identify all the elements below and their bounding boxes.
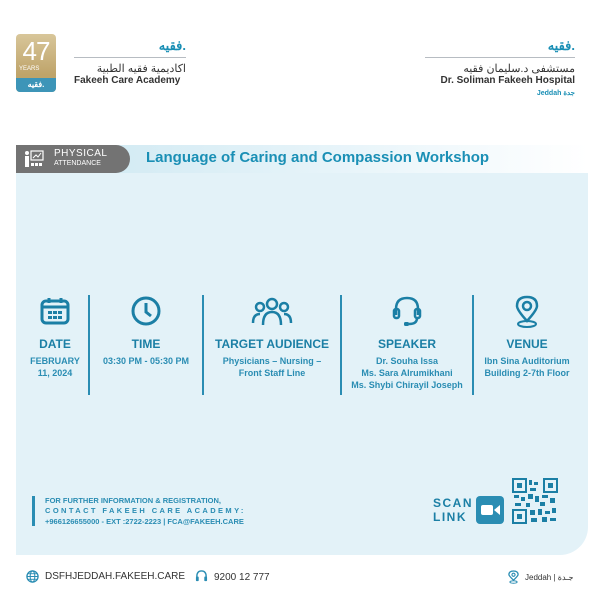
audience-line2: Front Staff Line	[238, 368, 306, 378]
footer-website[interactable]	[26, 570, 185, 583]
speaker-1: Dr. Souha Issa	[375, 356, 439, 366]
academy-brand: فقيه.	[158, 38, 186, 53]
location-pin-icon	[508, 570, 519, 584]
scan-link-label	[433, 496, 473, 524]
badge-years: YEARS	[19, 66, 40, 72]
time-value: 03:30 PM - 05:30 PM	[102, 356, 190, 366]
hospital-name-ar: مستشفى د.سليمان فقيه	[463, 63, 575, 75]
phone-text[interactable]: 9200 12 777	[214, 571, 270, 583]
workshop-title: Language of Caring and Compassion Workshop	[146, 149, 490, 166]
headset-icon	[391, 295, 423, 329]
globe-icon	[26, 570, 39, 583]
headset-icon	[195, 570, 208, 584]
event-details	[22, 295, 582, 395]
divider	[425, 57, 575, 58]
audience-label: TARGET AUDIENCE	[215, 337, 329, 351]
badge-number: 47	[22, 36, 50, 66]
hospital-logo	[425, 38, 575, 97]
detail-speaker	[340, 295, 472, 395]
time-label: TIME	[131, 337, 161, 351]
video-camera-icon	[476, 496, 504, 524]
date-line1: FEBRUARY	[30, 356, 80, 366]
venue-line2: Building 2-7th Floor	[484, 368, 570, 378]
speaker-2: Ms. Sara Alrumikhani	[361, 368, 453, 378]
calendar-icon	[39, 295, 71, 327]
audience-line1: Physicians – Nursing –	[222, 356, 322, 366]
hospital-name-en: Dr. Soliman Fakeeh Hospital	[440, 75, 575, 86]
footer-city	[508, 570, 573, 584]
location-pin-icon	[513, 295, 541, 329]
presentation-icon	[24, 150, 44, 168]
scan-line1: SCAN	[433, 496, 474, 510]
hospital-city: Jeddah جدة	[536, 90, 575, 97]
venue-line1: Ibn Sina Auditorium	[484, 356, 570, 366]
contact-line1: FOR FURTHER INFORMATION & REGISTRATION,	[45, 496, 221, 505]
academy-logo	[74, 38, 186, 86]
city-text: Jeddah | جـدة	[525, 572, 574, 582]
detail-audience	[202, 295, 340, 395]
physical-attendance-badge	[16, 145, 130, 173]
contact-info	[32, 496, 246, 526]
detail-date	[22, 295, 88, 395]
detail-time	[88, 295, 202, 395]
clock-icon	[130, 295, 162, 327]
footer-phone[interactable]	[195, 570, 270, 584]
scan-line2: LINK	[433, 510, 467, 524]
header	[0, 0, 600, 120]
academy-name-ar: اكاديمية فقيه الطبية	[96, 63, 186, 75]
academy-name-en: Fakeeh Care Academy	[74, 75, 181, 86]
attendance-line2: ATTENDANCE	[54, 160, 101, 167]
speaker-label: SPEAKER	[377, 337, 436, 351]
date-label: DATE	[39, 337, 71, 351]
footer	[0, 566, 600, 588]
contact-line2: CONTACT FAKEEH CARE ACADEMY:	[45, 506, 246, 515]
detail-venue	[472, 295, 580, 395]
badge-brand: فقيه.	[16, 78, 56, 92]
date-line2: 11, 2024	[37, 368, 73, 378]
website-text[interactable]: DSFHJEDDAH.FAKEEH.CARE	[45, 571, 186, 582]
qr-code[interactable]	[512, 478, 558, 524]
anniversary-badge	[16, 34, 56, 92]
contact-line3[interactable]: +966126655000 - EXT :2722-2223 | FCA@FAKEEH.CARE	[45, 517, 244, 526]
people-icon	[250, 295, 294, 327]
attendance-line1: PHYSICAL	[54, 148, 108, 159]
hospital-brand: فقيه.	[547, 38, 575, 53]
venue-label: VENUE	[506, 337, 548, 351]
divider	[74, 57, 186, 58]
speaker-3: Ms. Shybi Chirayil Joseph	[351, 380, 463, 390]
